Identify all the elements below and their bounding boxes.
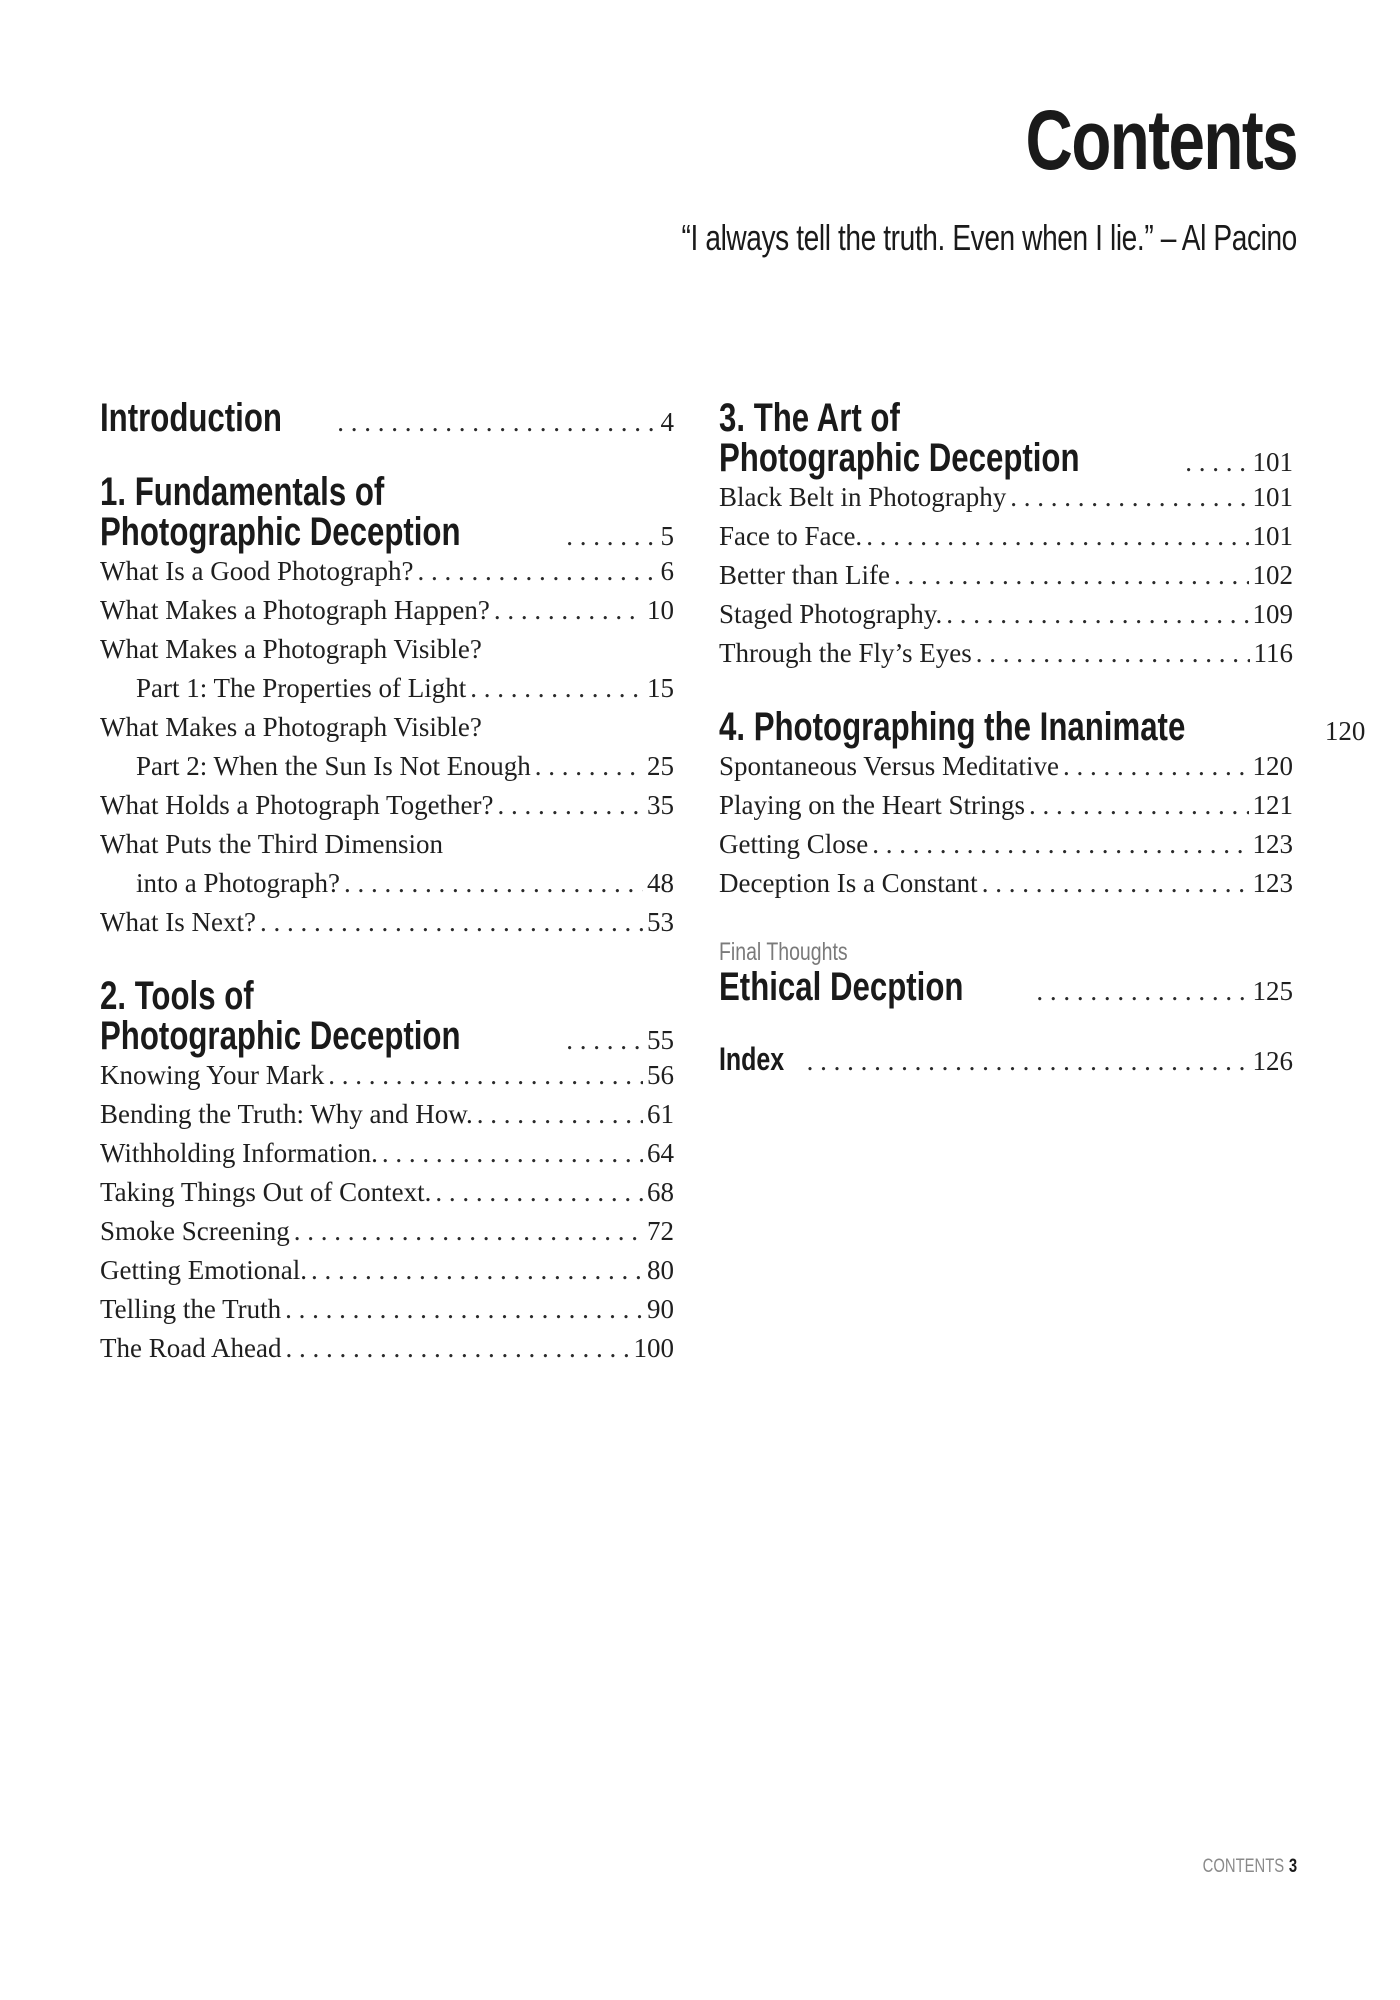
dot-leader xyxy=(1185,442,1248,482)
dot-leader xyxy=(566,1020,643,1060)
toc-entry[interactable]: What Holds a Photograph Together? . . . 35 xyxy=(100,786,674,825)
toc-page-number: 55 xyxy=(647,1025,674,1055)
toc-entry[interactable]: Part 2: When the Sun Is Not Enough . . . 25 xyxy=(100,747,674,786)
toc-heading-introduction[interactable] xyxy=(100,398,674,438)
dot-leader xyxy=(1036,971,1248,1011)
dot-leader xyxy=(435,1173,643,1212)
toc-heading-part1-line1[interactable]: 1. Fundamentals of xyxy=(100,470,385,514)
toc-heading-label: Photographic Deception xyxy=(719,436,1080,480)
toc-entry[interactable]: The Road Ahead . . . 100 xyxy=(100,1329,674,1368)
dot-leader xyxy=(566,516,656,556)
dot-leader xyxy=(498,786,643,825)
toc-entry[interactable]: Smoke Screening . . . 72 xyxy=(100,1212,674,1251)
toc-entry[interactable]: What Puts the Third Dimension xyxy=(100,829,443,859)
dot-leader xyxy=(328,1056,643,1095)
toc-heading-index[interactable] xyxy=(719,1041,1293,1077)
toc-entry[interactable]: Getting Emotional. . . . 80 xyxy=(100,1251,674,1290)
dot-leader xyxy=(976,634,1250,673)
toc-section-index xyxy=(719,1041,1293,1077)
toc-entry[interactable]: What Makes a Photograph Visible? xyxy=(100,634,482,664)
toc-entry[interactable]: into a Photograph? . . . 48 xyxy=(100,864,674,903)
toc-page-number: 5 xyxy=(660,521,674,551)
epigraph-quote: “I always tell the truth. Even when I lie.” – Al Pacino xyxy=(681,217,1297,258)
dot-leader xyxy=(1029,786,1249,825)
toc-entry[interactable]: What Is a Good Photograph? . . . 6 xyxy=(100,552,674,591)
dot-leader xyxy=(872,825,1248,864)
toc-entry[interactable]: Staged Photography. . . . 109 xyxy=(719,595,1293,634)
dot-leader xyxy=(285,1329,629,1368)
toc-entry[interactable]: What Is Next? . . . 53 xyxy=(100,903,674,942)
dot-leader xyxy=(807,1043,1249,1079)
dot-leader xyxy=(494,591,643,630)
dot-leader xyxy=(477,1095,643,1134)
toc-entry[interactable]: Getting Close . . . 123 xyxy=(719,825,1293,864)
dot-leader xyxy=(382,1134,643,1173)
toc-entry[interactable]: Face to Face. . . . 101 xyxy=(719,517,1293,556)
toc-heading-label: Introduction xyxy=(100,396,282,440)
toc-entry[interactable]: What Makes a Photograph Happen? . . . 10 xyxy=(100,591,674,630)
toc-heading-label: Photographic Deception xyxy=(100,510,461,554)
toc-right-column xyxy=(719,396,1366,1077)
toc-section-part2 xyxy=(100,976,674,1368)
dot-leader xyxy=(311,1251,643,1290)
toc-heading-part4[interactable] xyxy=(719,705,1366,749)
toc-entry[interactable]: Part 1: The Properties of Light . . . 15 xyxy=(100,669,674,708)
toc-heading-label: Photographic Deception xyxy=(100,1014,461,1058)
dot-leader xyxy=(260,903,643,942)
dot-leader xyxy=(417,552,656,591)
toc-entry[interactable]: Bending the Truth: Why and How. . . . 61 xyxy=(100,1095,674,1134)
toc-entry[interactable]: Playing on the Heart Strings . . . 121 xyxy=(719,786,1293,825)
toc-left-column xyxy=(100,398,674,1368)
dot-leader xyxy=(470,669,643,708)
toc-entry[interactable]: Telling the Truth . . . 90 xyxy=(100,1290,674,1329)
toc-section-part4 xyxy=(719,705,1366,903)
toc-page-number: 101 xyxy=(1252,447,1293,477)
dot-leader xyxy=(894,556,1249,595)
toc-entry[interactable]: Withholding Information. . . . 64 xyxy=(100,1134,674,1173)
dot-leader xyxy=(946,595,1248,634)
toc-heading-final[interactable] xyxy=(719,967,1293,1007)
toc-entry[interactable]: Taking Things Out of Context. . . . 68 xyxy=(100,1173,674,1212)
dot-leader xyxy=(285,1290,643,1329)
toc-entry[interactable]: Black Belt in Photography . . . 101 xyxy=(719,478,1293,517)
toc-heading-part2-line2[interactable] xyxy=(100,1016,674,1056)
toc-heading-part3-line1[interactable]: 3. The Art of xyxy=(719,396,900,440)
toc-section-part1 xyxy=(100,472,674,942)
dot-leader xyxy=(344,864,643,903)
toc-entry[interactable]: Spontaneous Versus Meditative . . . 120 xyxy=(719,747,1293,786)
toc-heading-label: 4. Photographing the Inanimate xyxy=(719,705,1186,749)
toc-page-number: 125 xyxy=(1252,976,1293,1006)
page-number: 3 xyxy=(1288,1856,1297,1877)
toc-heading-part2-line1[interactable]: 2. Tools of xyxy=(100,974,254,1018)
dot-leader xyxy=(866,517,1248,556)
dot-leader xyxy=(337,402,656,442)
dot-leader xyxy=(982,864,1249,903)
toc-entry[interactable]: Deception Is a Constant . . . 123 xyxy=(719,864,1293,903)
dot-leader xyxy=(294,1212,643,1251)
toc-page-number: 4 xyxy=(660,407,674,437)
final-thoughts-label: Final Thoughts xyxy=(719,938,848,966)
dot-leader xyxy=(535,747,643,786)
toc-page-number: 126 xyxy=(1252,1046,1293,1076)
toc-section-part3 xyxy=(719,398,1293,673)
toc-page-number: 120 xyxy=(1324,716,1366,746)
footer-label: CONTENTS xyxy=(1202,1856,1285,1877)
toc-heading-label: Ethical Decption xyxy=(719,965,964,1009)
toc-section-introduction xyxy=(100,398,674,438)
toc-entry[interactable]: Knowing Your Mark . . . 56 xyxy=(100,1056,674,1095)
dot-leader xyxy=(1010,478,1248,517)
toc-section-final-thoughts xyxy=(719,937,1293,1007)
toc-entry[interactable]: Better than Life . . . 102 xyxy=(719,556,1293,595)
toc-heading-part3-line2[interactable] xyxy=(719,438,1293,478)
toc-heading-label: Index xyxy=(719,1041,785,1077)
toc-heading-part1-line2[interactable] xyxy=(100,512,674,552)
toc-entry[interactable]: What Makes a Photograph Visible? xyxy=(100,712,482,742)
toc-entry[interactable]: Through the Fly’s Eyes . . . 116 xyxy=(719,634,1293,673)
page-footer xyxy=(1203,1856,1297,1878)
page-title: Contents xyxy=(1025,93,1297,187)
dot-leader xyxy=(1063,747,1249,786)
